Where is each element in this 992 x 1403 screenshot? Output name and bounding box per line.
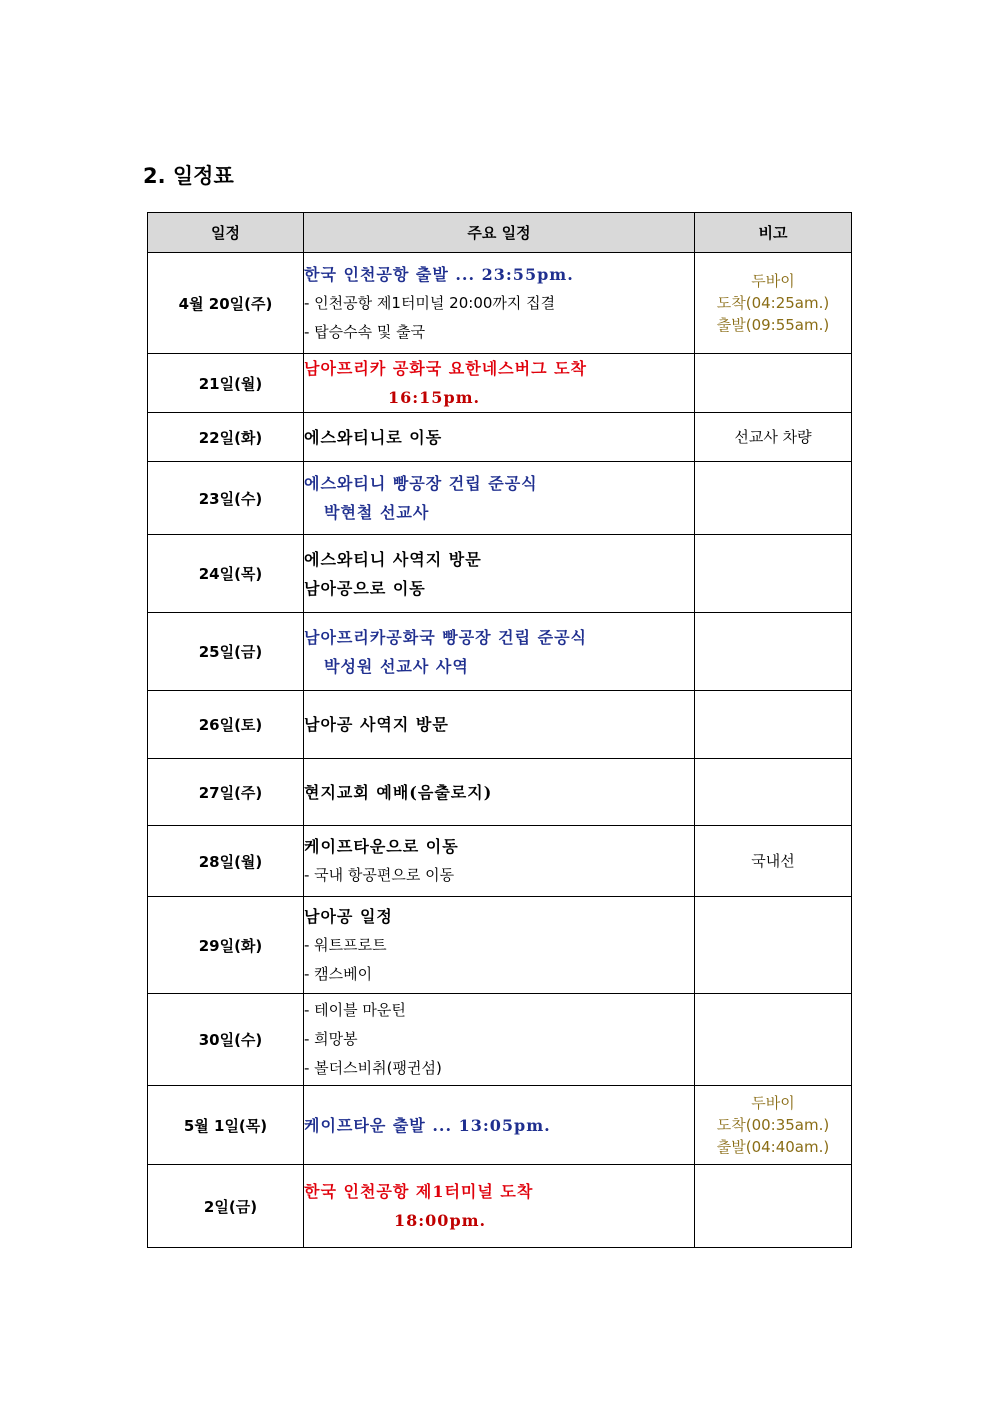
row-title: 케이프타운 출발 ... 13:05pm. [304, 1115, 551, 1135]
row-title: 남아프리카 공화국 요한네스버그 도착 [304, 359, 588, 378]
row-note [695, 691, 852, 759]
row-date: 29일(화) [148, 897, 304, 994]
row-date: 25일(금) [148, 613, 304, 691]
row-note [695, 1165, 852, 1248]
row-sub: - 인천공항 제1터미널 20:00까지 집결 [304, 293, 556, 312]
row-note [695, 1086, 852, 1165]
row-title-2: 박현철 선교사 [324, 503, 430, 522]
row-date: 24일(목) [148, 535, 304, 613]
table-row [148, 413, 852, 462]
row-main [304, 354, 695, 413]
row-sub: - 희망봉 [304, 1030, 358, 1048]
row-note [695, 535, 852, 613]
row-date: 23일(수) [148, 462, 304, 535]
row-note [695, 462, 852, 535]
row-title: 남아프리카공화국 빵공장 건립 준공식 [304, 627, 588, 647]
row-main [304, 613, 695, 691]
row-sub: - 국내 항공편으로 이동 [304, 866, 455, 884]
header-date: 일정 [148, 213, 304, 253]
row-title: 한국 인천공항 제1터미널 도착 [304, 1182, 534, 1201]
table-row [148, 994, 852, 1086]
row-note [695, 413, 852, 462]
row-note [695, 994, 852, 1086]
row-note [695, 826, 852, 897]
note-line: 선교사 차량 [734, 428, 812, 446]
table-row [148, 1086, 852, 1165]
row-title: 에스와티니 사역지 방문 [304, 549, 482, 569]
note-line: 출발(04:40am.) [716, 1138, 830, 1156]
table-row [148, 462, 852, 535]
table-row [148, 535, 852, 613]
table-row [148, 691, 852, 759]
note-line: 국내선 [751, 852, 795, 870]
row-date: 28일(월) [148, 826, 304, 897]
row-title: 에스와티니 빵공장 건립 준공식 [304, 474, 538, 493]
row-sub: - 볼더스비취(팽귄섬) [304, 1059, 442, 1077]
row-sub: - 캠스베이 [304, 964, 373, 983]
row-title: 남아공 사역지 방문 [304, 715, 449, 734]
row-date: 21일(월) [148, 354, 304, 413]
row-sub: - 탑승수속 및 출국 [304, 322, 426, 341]
table-row [148, 613, 852, 691]
row-main [304, 994, 695, 1086]
row-title-2: 박성원 선교사 사역 [324, 656, 469, 676]
section-title: 2. 일정표 [143, 164, 234, 188]
row-date: 4월 20일(주) [148, 253, 304, 354]
table-row [148, 759, 852, 826]
header-note: 비고 [695, 213, 852, 253]
row-note [695, 354, 852, 413]
schedule-table [147, 212, 852, 1248]
row-main [304, 535, 695, 613]
row-title: 남아공 일정 [304, 906, 393, 926]
note-line: 두바이 [751, 1094, 795, 1112]
row-note [695, 897, 852, 994]
note-line: 출발(09:55am.) [716, 316, 830, 334]
row-title-2: 16:15pm. [388, 388, 481, 407]
header-main: 주요 일정 [304, 213, 695, 253]
row-note [695, 613, 852, 691]
row-date: 26일(토) [148, 691, 304, 759]
table-row [148, 354, 852, 413]
row-main [304, 1086, 695, 1165]
row-date: 5월 1일(목) [148, 1086, 304, 1165]
row-date: 30일(수) [148, 994, 304, 1086]
row-date: 22일(화) [148, 413, 304, 462]
row-note [695, 759, 852, 826]
table-row [148, 1165, 852, 1248]
row-note [695, 253, 852, 354]
note-line: 도착(04:25am.) [716, 294, 830, 312]
table-row [148, 897, 852, 994]
row-main [304, 759, 695, 826]
row-main [304, 826, 695, 897]
row-main [304, 691, 695, 759]
row-date: 27일(주) [148, 759, 304, 826]
row-date: 2일(금) [148, 1165, 304, 1248]
row-main [304, 253, 695, 354]
note-line: 도착(00:35am.) [716, 1116, 830, 1134]
row-title: 케이프타운으로 이동 [304, 837, 459, 856]
table-header-row [148, 213, 852, 253]
row-sub: - 테이블 마운틴 [304, 1001, 406, 1019]
row-main [304, 897, 695, 994]
table-row [148, 826, 852, 897]
row-title: 한국 인천공항 출발 ... 23:55pm. [304, 264, 574, 284]
row-main [304, 413, 695, 462]
row-main [304, 462, 695, 535]
row-main [304, 1165, 695, 1248]
note-line: 두바이 [751, 272, 795, 290]
row-title-2: 남아공으로 이동 [304, 578, 426, 598]
row-sub: - 워트프로트 [304, 935, 387, 954]
row-title-2: 18:00pm. [394, 1211, 487, 1230]
table-row [148, 253, 852, 354]
row-title: 현지교회 예배(음출로지) [304, 782, 493, 802]
row-title: 에스와티니로 이동 [304, 427, 443, 447]
